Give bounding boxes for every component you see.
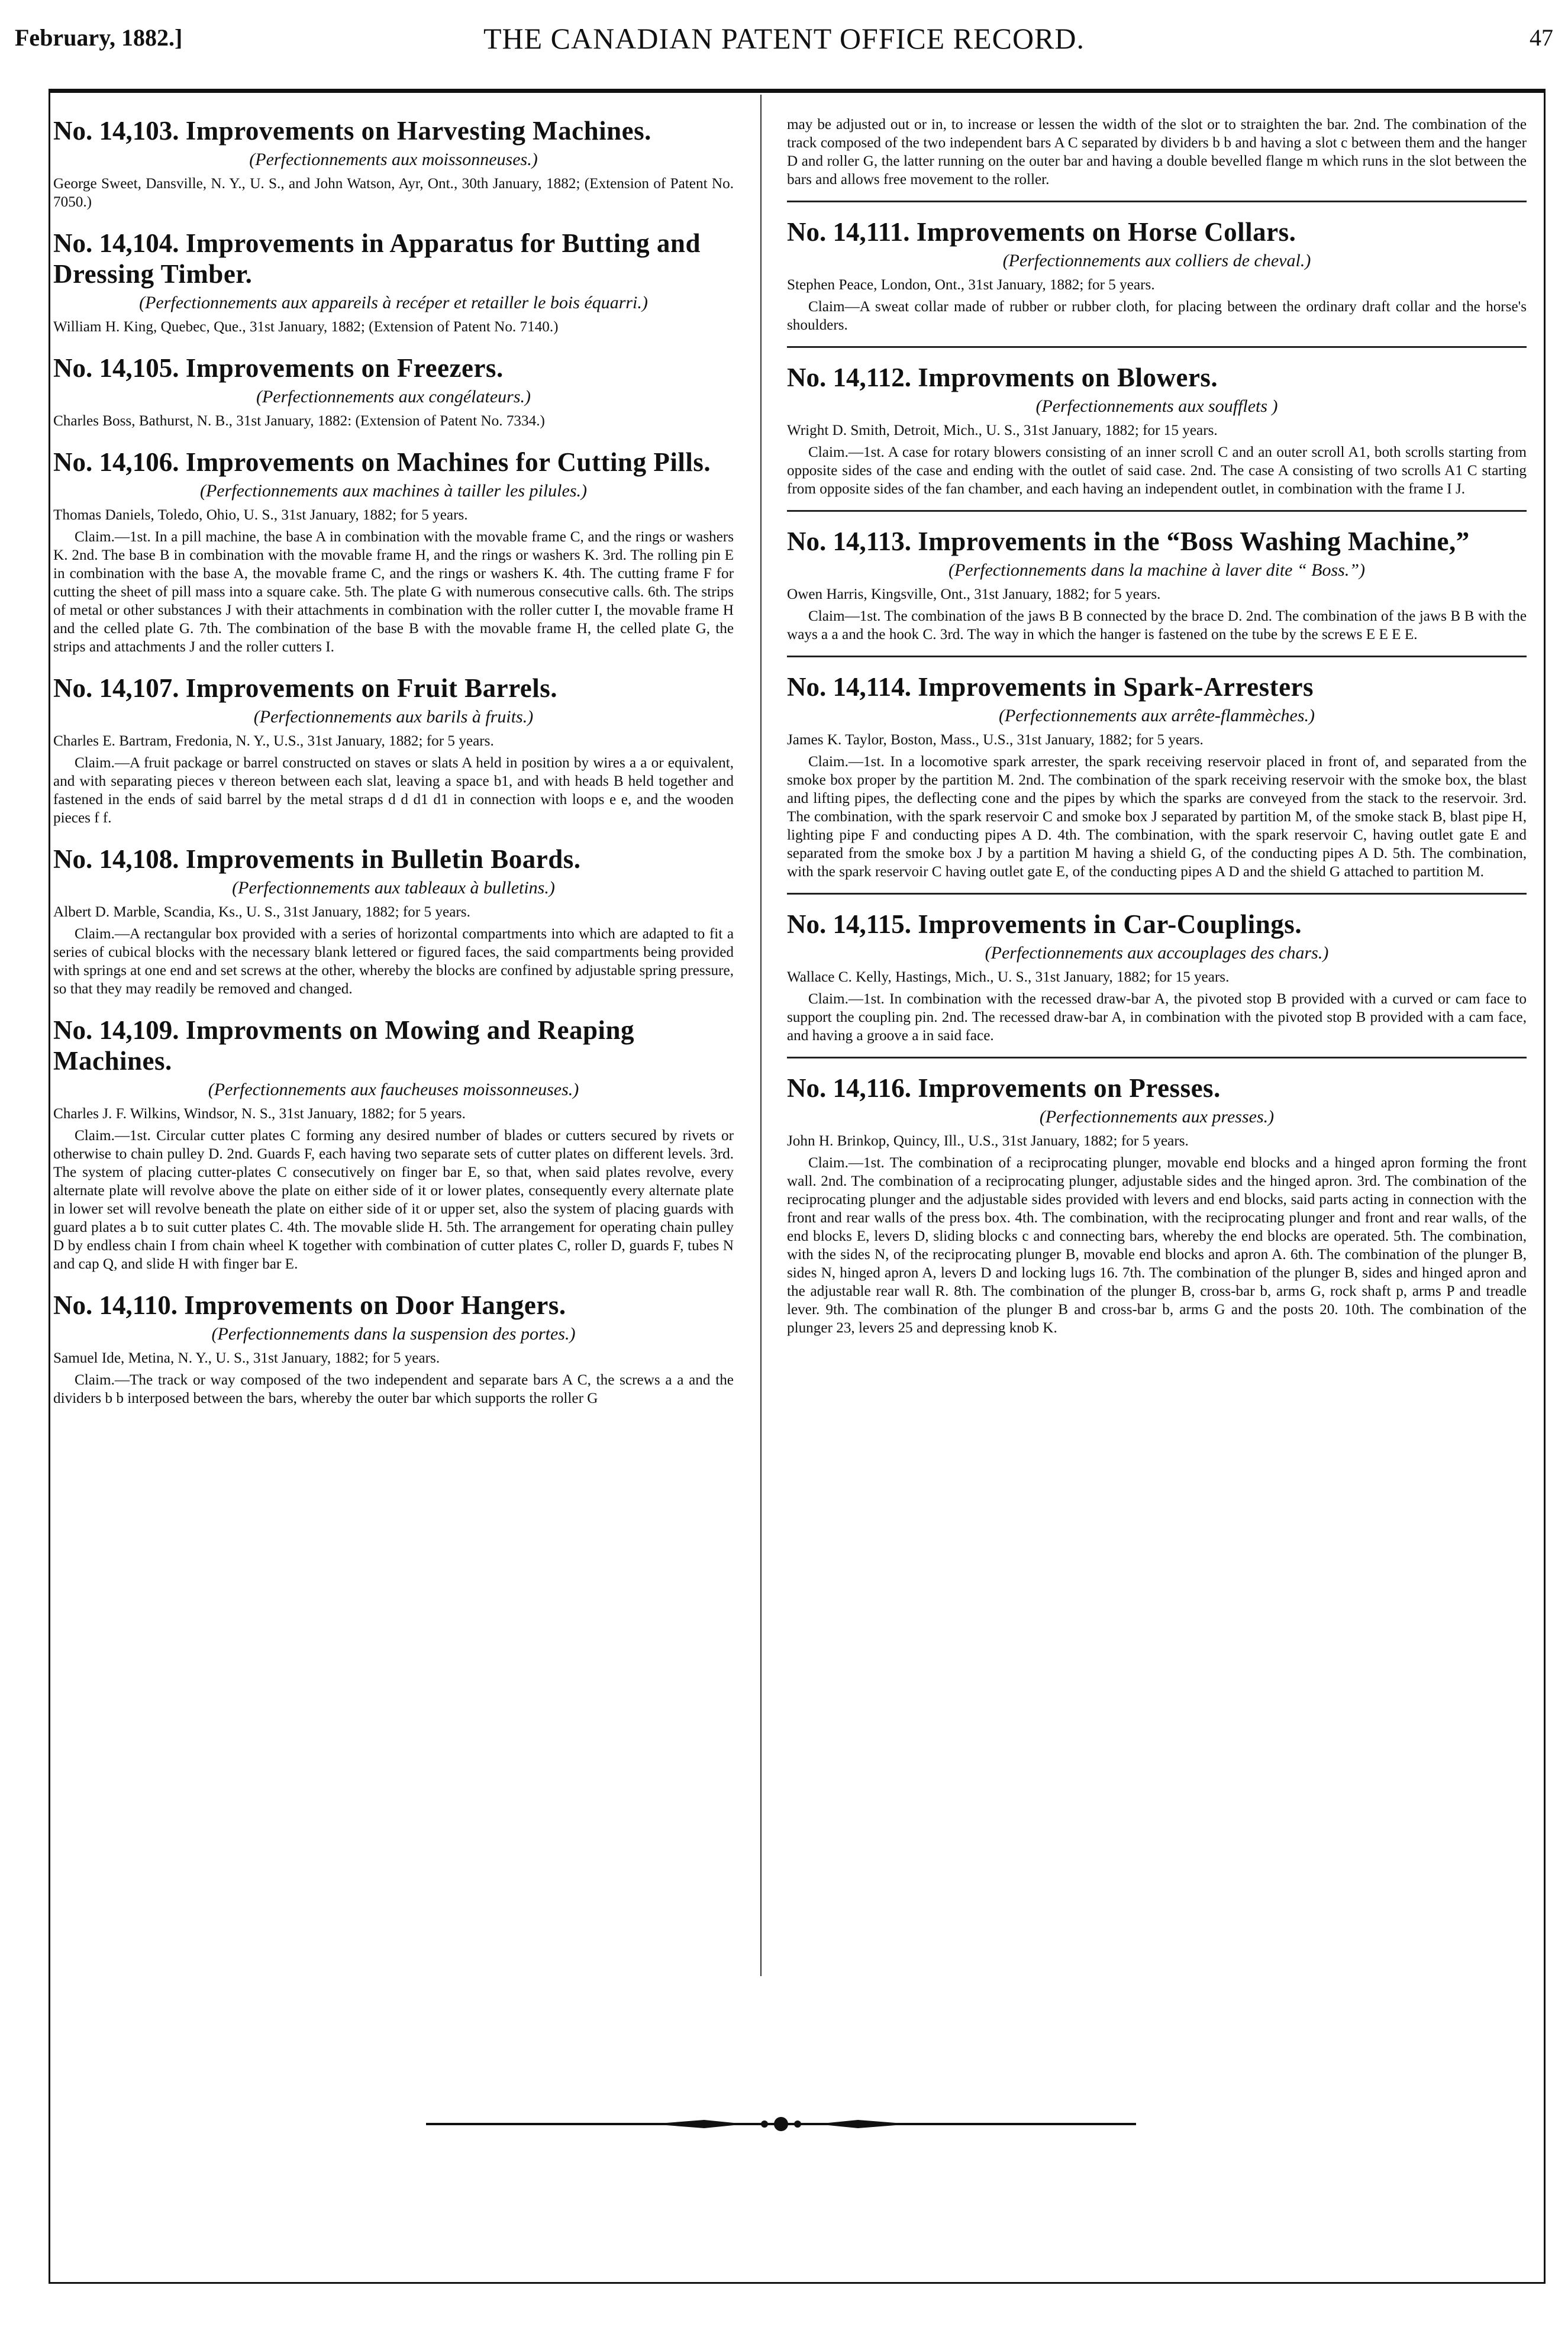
patent-claim: Claim.—The track or way composed of the two independent and separate bars A C, the screws a a and the dividers b b interposed between the bars, whereby the outer bar which supports the roller G [53, 1372, 734, 1406]
patent-title: Improvements in Bulletin Boards. [185, 844, 581, 874]
patent-entry [787, 362, 1527, 498]
patent-entry [53, 115, 734, 211]
patent-title: Improvements in the “Boss Washing Machine,” [918, 527, 1470, 556]
entry-rule [787, 201, 1527, 202]
french-title: (Perfectionnements aux moissonneuses.) [249, 150, 538, 169]
patent-heading [787, 217, 1527, 247]
right-column [787, 115, 1527, 1337]
issue-date: February, 1882.] [15, 24, 183, 51]
right-patents [787, 201, 1527, 1337]
patent-heading [53, 844, 734, 874]
patent-number: No. 14,109. [53, 1015, 179, 1045]
entry-rule [787, 510, 1527, 512]
french-title: (Perfectionnements aux congélateurs.) [256, 387, 531, 406]
patent-entry [787, 217, 1527, 334]
patent-heading [53, 1290, 734, 1321]
french-title: (Perfectionnements aux arrête-flammèches.) [999, 706, 1315, 725]
patent-claim: Claim.—1st. In a pill machine, the base A in combination with the movable frame C, and the rings or washers K. 2nd. The base B in combination with the movable frame H, and the rings or washers K. 3rd. The rolling pin E in combination with the base A, the movable frame C, and the rings or washers K. 4th. The cutting frame F for cutting the sheet of pill mass into a square cake. 5th. The plate G with numerous consecutive calls. 6th. The strips of metal or other substances J with their attachments in combination with the roller cutter I, the movable frame H and the celled plate G. 7th. The combination of the base B with the movable frame H, the celled plate G, the strips and attachments J and the roller cutters I. [53, 529, 734, 655]
patent-grantee: Wright D. Smith, Detroit, Mich., U. S., 31st January, 1882; for 15 years. [787, 422, 1218, 438]
entry-spacer [53, 211, 734, 228]
patent-number: No. 14,115. [787, 909, 912, 939]
column-divider [760, 95, 762, 1976]
patent-title: Improvements in Car-Couplings. [918, 909, 1302, 939]
patent-claim: Claim.—1st. In combination with the recessed draw-bar A, the pivoted stop B provided with a curved or cam face to support the coupling pin. 2nd. The recessed draw-bar A, in combination with the pivoted stop B provided with a cam face, and having a groove a in said face. [787, 991, 1527, 1044]
patent-entry [53, 447, 734, 656]
patent-entry [787, 526, 1527, 644]
patent-claim: Claim.—1st. In a locomotive spark arrester, the spark receiving reservoir placed in front of, and separated from the smoke box proper by the partition M. 2nd. The combination of the spark receiving reservoir with the smoke box, the blast and lifting pipes, the deflecting cone and the pipes by which the sparks are conveyed from the stack to the reservoir. 3rd. The combination, with the spark reservoir C and smoke box J separated by partition M, of the smoke stack B, blast pipe H, lighting pipe F and conducting pipes A D. 4th. The combination, with the spark reservoir C, having outlet gate E and separated from the smoke box J by a partition M having a shield G, of the conducting pipes A D. 5th. The combination, with the spark reservoir C having outlet gate E, of the conducting pipes A D and the shield G attached to partition M. [787, 754, 1527, 880]
patent-claim: Claim.—1st. A case for rotary blowers consisting of an inner scroll C and an outer scroll A1, both scrolls starting from opposite sides of the case and ending with the outlet of said case. 2nd. The case A consisting of two scrolls A1 C starting from opposite sides of the fan chamber, and each having an independent outlet, in combination with the frame I J. [787, 444, 1527, 497]
entry-rule [787, 1057, 1527, 1058]
patent-number: No. 14,116. [787, 1073, 912, 1103]
french-title: (Perfectionnements aux presses.) [1039, 1107, 1275, 1127]
ornament-rule-icon [426, 2109, 1136, 2139]
patent-heading [53, 115, 734, 146]
entry-spacer [53, 430, 734, 447]
patent-heading [53, 1015, 734, 1076]
patent-claim: Claim.—A fruit package or barrel constructed on staves or slats A held in position by wires a a or equivalent, and with separating pieces v thereon between each slat, leaving a space b1, and with heads B held together and fastened in the ends of said barrel by the metal straps d d d1 d1 in connection with loops e e, and the wooden pieces f f. [53, 755, 734, 826]
patent-heading [787, 1073, 1527, 1103]
french-title: (Perfectionnements aux machines à tailler les pilules.) [199, 481, 587, 501]
patent-grantee: Albert D. Marble, Scandia, Ks., U. S., 31st January, 1882; for 5 years. [53, 904, 470, 920]
french-title: (Perfectionnements aux appareils à recéper et retailler le bois équarri.) [139, 293, 648, 312]
patent-number: No. 14,112. [787, 363, 912, 392]
left-column [53, 115, 734, 1424]
patent-number: No. 14,110. [53, 1290, 178, 1320]
patent-number: No. 14,106. [53, 447, 179, 477]
patent-heading [53, 673, 734, 703]
entry-spacer [53, 336, 734, 353]
entry-spacer [53, 1408, 734, 1424]
entry-spacer [53, 656, 734, 673]
entry-spacer [53, 998, 734, 1015]
patent-title: Improvements on Freezers. [185, 353, 504, 383]
patent-heading [53, 228, 734, 289]
patent-grantee: Owen Harris, Kingsville, Ont., 31st January, 1882; for 5 years. [787, 586, 1161, 602]
patent-heading [787, 526, 1527, 557]
patent-number: No. 14,113. [787, 527, 912, 556]
patent-claim: Claim.—1st. The combination of a reciprocating plunger, movable end blocks and a hinged apron forming the front wall. 2nd. The combination of a reciprocating plunger, adjustable sides and the hinged apron. 3rd. The combination of the reciprocating plunger and the adjustable sides provided with levers and end blocks, said parts acting in connection with the front and rear walls of the press box. 4th. The combination, with the reciprocating plunger and front and rear walls, of the end blocks E, levers D, sliding blocks c and connecting bars, whereby the end blocks are operated. 5th. The combination, with the sides N, of the reciprocating plunger B, movable end blocks and apron A. 6th. The combination of the plunger B, sides N, hinged apron A, levers D and locking lugs 16. 7th. The combination of the plunger B, sides and hinged apron and the adjustable rear wall R. 8th. The combination of the plunger B, cross-bar b, arms G, rock shaft p, arms P and treadle lever. 9th. The combination of the plunger B and cross-bar b, arms G and the posts 20. 10th. The combination of the plunger 23, levers 25 and depressing knob K. [787, 1155, 1527, 1336]
patent-title: Improvments on Blowers. [918, 363, 1218, 392]
patent-number: No. 14,111. [787, 217, 910, 247]
patent-claim: Claim.—A rectangular box provided with a series of horizontal compartments into which are adapted to fit a series of cubical blocks with the necessary blank lettered or figured faces, the said compartments being provided with springs at one end and set screws at the other, whereby the blocks are confined by adjustable spring pressure, so that they may readily be removed and changed. [53, 926, 734, 997]
patent-heading [53, 447, 734, 477]
patent-entry [53, 673, 734, 827]
entry-rule [787, 346, 1527, 348]
patent-number: No. 14,114. [787, 672, 912, 702]
patent-heading [787, 672, 1527, 702]
patent-grantee: Charles E. Bartram, Fredonia, N. Y., U.S., 31st January, 1882; for 5 years. [53, 733, 494, 749]
patent-number: No. 14,103. [53, 116, 179, 146]
patent-grantee: John H. Brinkop, Quincy, Ill., U.S., 31st January, 1882; for 5 years. [787, 1133, 1189, 1149]
entry-spacer [53, 1273, 734, 1290]
patent-title: Improvements on Presses. [918, 1073, 1221, 1103]
french-title: (Perfectionnements aux barils à fruits.) [253, 707, 534, 727]
patent-heading [53, 353, 734, 383]
patent-title: Improvments on Mowing and Reaping Machines. [53, 1015, 635, 1076]
patent-heading [787, 362, 1527, 393]
patent-grantee: Wallace C. Kelly, Hastings, Mich., U. S., 31st January, 1882; for 15 years. [787, 969, 1230, 985]
patent-grantee: Stephen Peace, London, Ont., 31st January, 1882; for 5 years. [787, 277, 1155, 293]
patent-entry [53, 228, 734, 336]
patent-grantee: William H. King, Quebec, Que., 31st January, 1882; (Extension of Patent No. 7140.) [53, 319, 559, 335]
entry-rule [787, 893, 1527, 895]
continued-claim: may be adjusted out or in, to increase or lessen the width of the slot or to straighten the bar. 2nd. The combination of the track composed of the two independent bars A C separated by dividers b b and having a slot c between them and the hanger D and roller G, the latter running on the outer bar and having a double bevelled flange m which runs in the slot between the bars and allows free movement to the roller. [787, 117, 1527, 188]
patent-grantee: Thomas Daniels, Toledo, Ohio, U. S., 31st January, 1882; for 5 years. [53, 507, 468, 523]
patent-entry [53, 844, 734, 998]
patent-entry [787, 909, 1527, 1045]
patent-claim: Claim—A sweat collar made of rubber or rubber cloth, for placing between the ordinary draft collar and the horse's shoulders. [787, 299, 1527, 333]
patent-entry [53, 1015, 734, 1273]
patent-heading [787, 909, 1527, 940]
patent-entry [53, 353, 734, 430]
french-title: (Perfectionnements dans la suspension des portes.) [211, 1324, 576, 1344]
patent-title: Improvements in Spark-Arresters [918, 672, 1314, 702]
entry-rule [787, 656, 1527, 657]
publication-title: THE CANADIAN PATENT OFFICE RECORD. [483, 22, 1085, 55]
patent-title: Improvements on Harvesting Machines. [185, 116, 651, 146]
patent-title: Improvements on Machines for Cutting Pills. [185, 447, 711, 477]
patent-entry [787, 672, 1527, 881]
patent-claim: Claim.—1st. Circular cutter plates C forming any desired number of blades or cutters secured by rivets or otherwise to chain pulley D. 2nd. Guards F, each having two separate sets of cutter plates on different levels. 3rd. The system of placing cutter-plates C consecutively on finger bar E, so that, when said plates revolve, every alternate plate will revolve above the plate on either side of it or lower plates, consequently every alternate plate in lower set will revolve beneath the plate on either side of it or upper set, also the system of placing guards with guard plates a b to suit cutter plates C. 4th. The movable slide H. 5th. The arrangement for operating chain pulley D by endless chain I from chain wheel K together with combination of cutter plates C, roller D, guards F, tubes N and cap Q, and slide H with finger bar E. [53, 1128, 734, 1272]
patent-title: Improvements in Apparatus for Butting and Dressing Timber. [53, 228, 701, 289]
patent-grantee: George Sweet, Dansville, N. Y., U. S., and John Watson, Ayr, Ont., 30th January, 1882; (Extension of Patent No. 7050.) [53, 176, 734, 210]
patent-grantee: Charles J. F. Wilkins, Windsor, N. S., 31st January, 1882; for 5 years. [53, 1106, 466, 1122]
french-title: (Perfectionnements aux soufflets ) [1035, 396, 1278, 416]
patent-claim: Claim—1st. The combination of the jaws B B connected by the brace D. 2nd. The combination of the jaws B B with the ways a a and the hook C. 3rd. The way in which the hanger is fastened on the tube by the screws E E E E. [787, 608, 1527, 643]
patent-title: Improvements on Door Hangers. [184, 1290, 566, 1320]
patent-grantee: James K. Taylor, Boston, Mass., U.S., 31st January, 1882; for 5 years. [787, 732, 1204, 748]
patent-title: Improvements on Fruit Barrels. [185, 673, 558, 703]
patent-number: No. 14,105. [53, 353, 179, 383]
french-title: (Perfectionnements aux tableaux à bulletins.) [232, 878, 555, 898]
patent-number: No. 14,107. [53, 673, 179, 703]
french-title: (Perfectionnements dans la machine à laver dite “ Boss.”) [948, 560, 1366, 580]
page-header [0, 18, 1568, 65]
french-title: (Perfectionnements aux faucheuses moissonneuses.) [208, 1080, 579, 1099]
patent-grantee: Samuel Ide, Metina, N. Y., U. S., 31st January, 1882; for 5 years. [53, 1350, 440, 1366]
french-title: (Perfectionnements aux colliers de cheval.) [1002, 251, 1311, 270]
patent-entry [787, 1073, 1527, 1337]
entry-spacer [53, 827, 734, 844]
patent-title: Improvements on Horse Collars. [916, 217, 1296, 247]
patent-grantee: Charles Boss, Bathurst, N. B., 31st January, 1882: (Extension of Patent No. 7334.) [53, 413, 545, 429]
page-number: 47 [1530, 24, 1553, 51]
patent-number: No. 14,108. [53, 844, 179, 874]
patent-entry [53, 1290, 734, 1408]
patent-number: No. 14,104. [53, 228, 179, 258]
french-title: (Perfectionnements aux accouplages des chars.) [985, 943, 1329, 963]
